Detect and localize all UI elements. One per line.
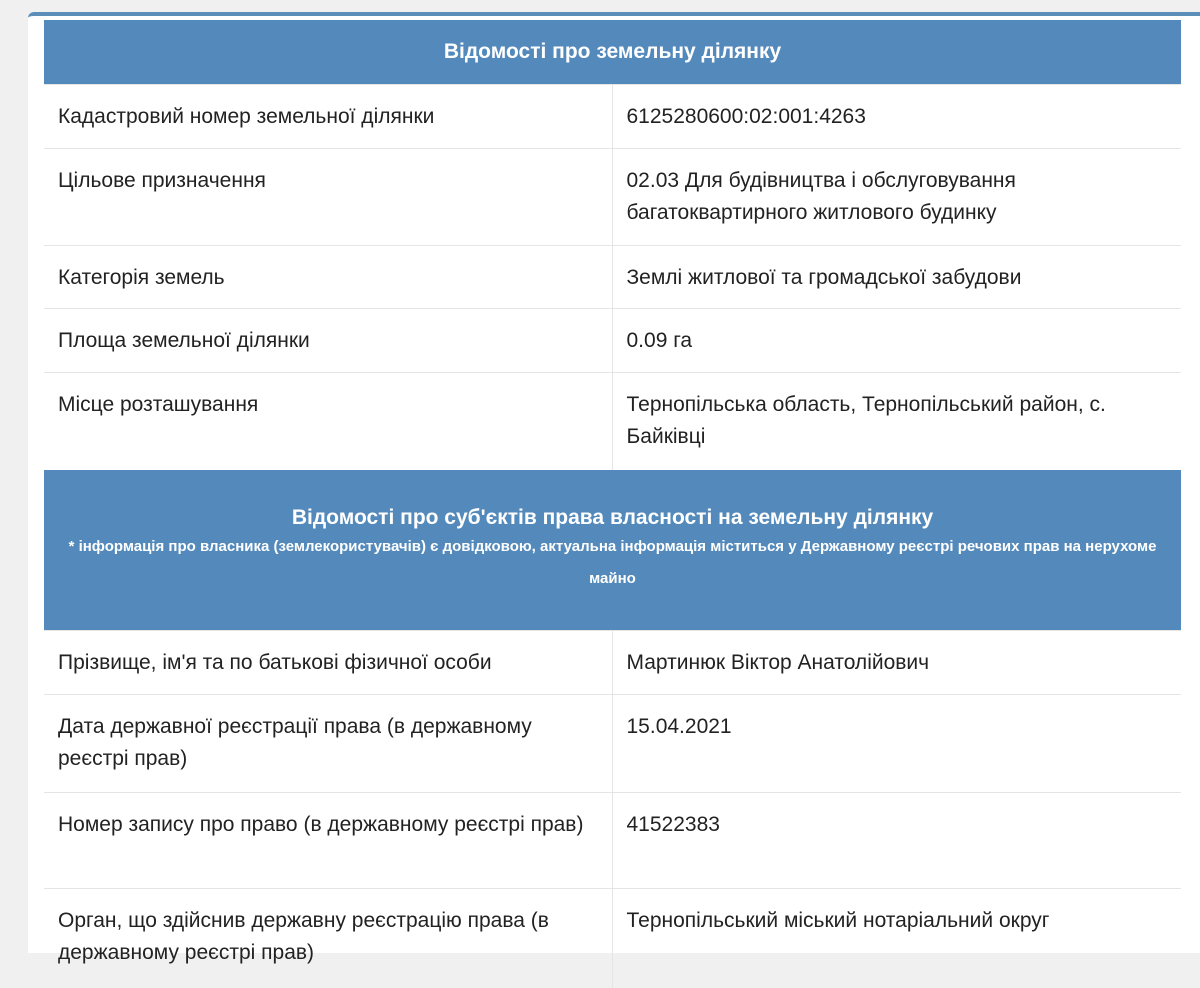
cadastral-number-label: Кадастровий номер земельної ділянки bbox=[44, 85, 612, 149]
purpose-value: 02.03 Для будівництва і обслуговування багатоквартирного житлового будинку bbox=[612, 149, 1181, 246]
location-value: Тернопільська область, Тернопільський район, с. Байківці bbox=[612, 373, 1181, 470]
cadastral-number-value: 6125280600:02:001:4263 bbox=[612, 85, 1181, 149]
owner-name-value: Мартинюк Віктор Анатолійович bbox=[612, 630, 1181, 694]
record-number-label: Номер запису про право (в державному реєстрі прав) bbox=[44, 792, 612, 888]
land-section-header-row bbox=[44, 20, 1181, 85]
registration-date-label: Дата державної реєстрації права (в державному реєстрі прав) bbox=[44, 694, 612, 792]
table-row bbox=[44, 630, 1181, 694]
purpose-label: Цільове призначення bbox=[44, 149, 612, 246]
owner-name-label: Прізвище, ім'я та по батькові фізичної особи bbox=[44, 630, 612, 694]
area-label: Площа земельної ділянки bbox=[44, 309, 612, 373]
registration-authority-label: Орган, що здійснив державну реєстрацію права (в державному реєстрі прав) bbox=[44, 888, 612, 988]
table-row bbox=[44, 309, 1181, 373]
land-section-title: Відомості про земельну ділянку bbox=[443, 40, 782, 63]
owner-section-title: Відомості про суб'єктів права власності на земельну ділянку bbox=[291, 505, 934, 529]
table-row bbox=[44, 246, 1181, 309]
area-value: 0.09 га bbox=[612, 309, 1181, 373]
registration-date-value: 15.04.2021 bbox=[612, 694, 1181, 792]
table-row bbox=[44, 694, 1181, 792]
location-label: Місце розташування bbox=[44, 373, 612, 470]
registration-authority-value: Тернопільський міський нотаріальний округ bbox=[612, 888, 1181, 988]
land-category-value: Землі житлової та громадської забудови bbox=[612, 246, 1181, 309]
table-row bbox=[44, 373, 1181, 470]
owner-section-header-row bbox=[44, 470, 1181, 631]
land-category-label: Категорія земель bbox=[44, 246, 612, 309]
table-row bbox=[44, 149, 1181, 246]
land-info-panel bbox=[28, 12, 1200, 964]
owner-section-header bbox=[44, 470, 1181, 631]
table-row bbox=[44, 792, 1181, 888]
land-section-header bbox=[44, 20, 1181, 85]
table-row bbox=[44, 85, 1181, 149]
record-number-value: 41522383 bbox=[612, 792, 1181, 888]
land-info-table bbox=[44, 20, 1181, 988]
owner-section-note: * інформація про власника (землекористувачів) є довідковою, актуальна інформація міститься у Державному реєстрі речових прав на нерухоме майно bbox=[68, 537, 1157, 587]
table-row bbox=[44, 888, 1181, 988]
